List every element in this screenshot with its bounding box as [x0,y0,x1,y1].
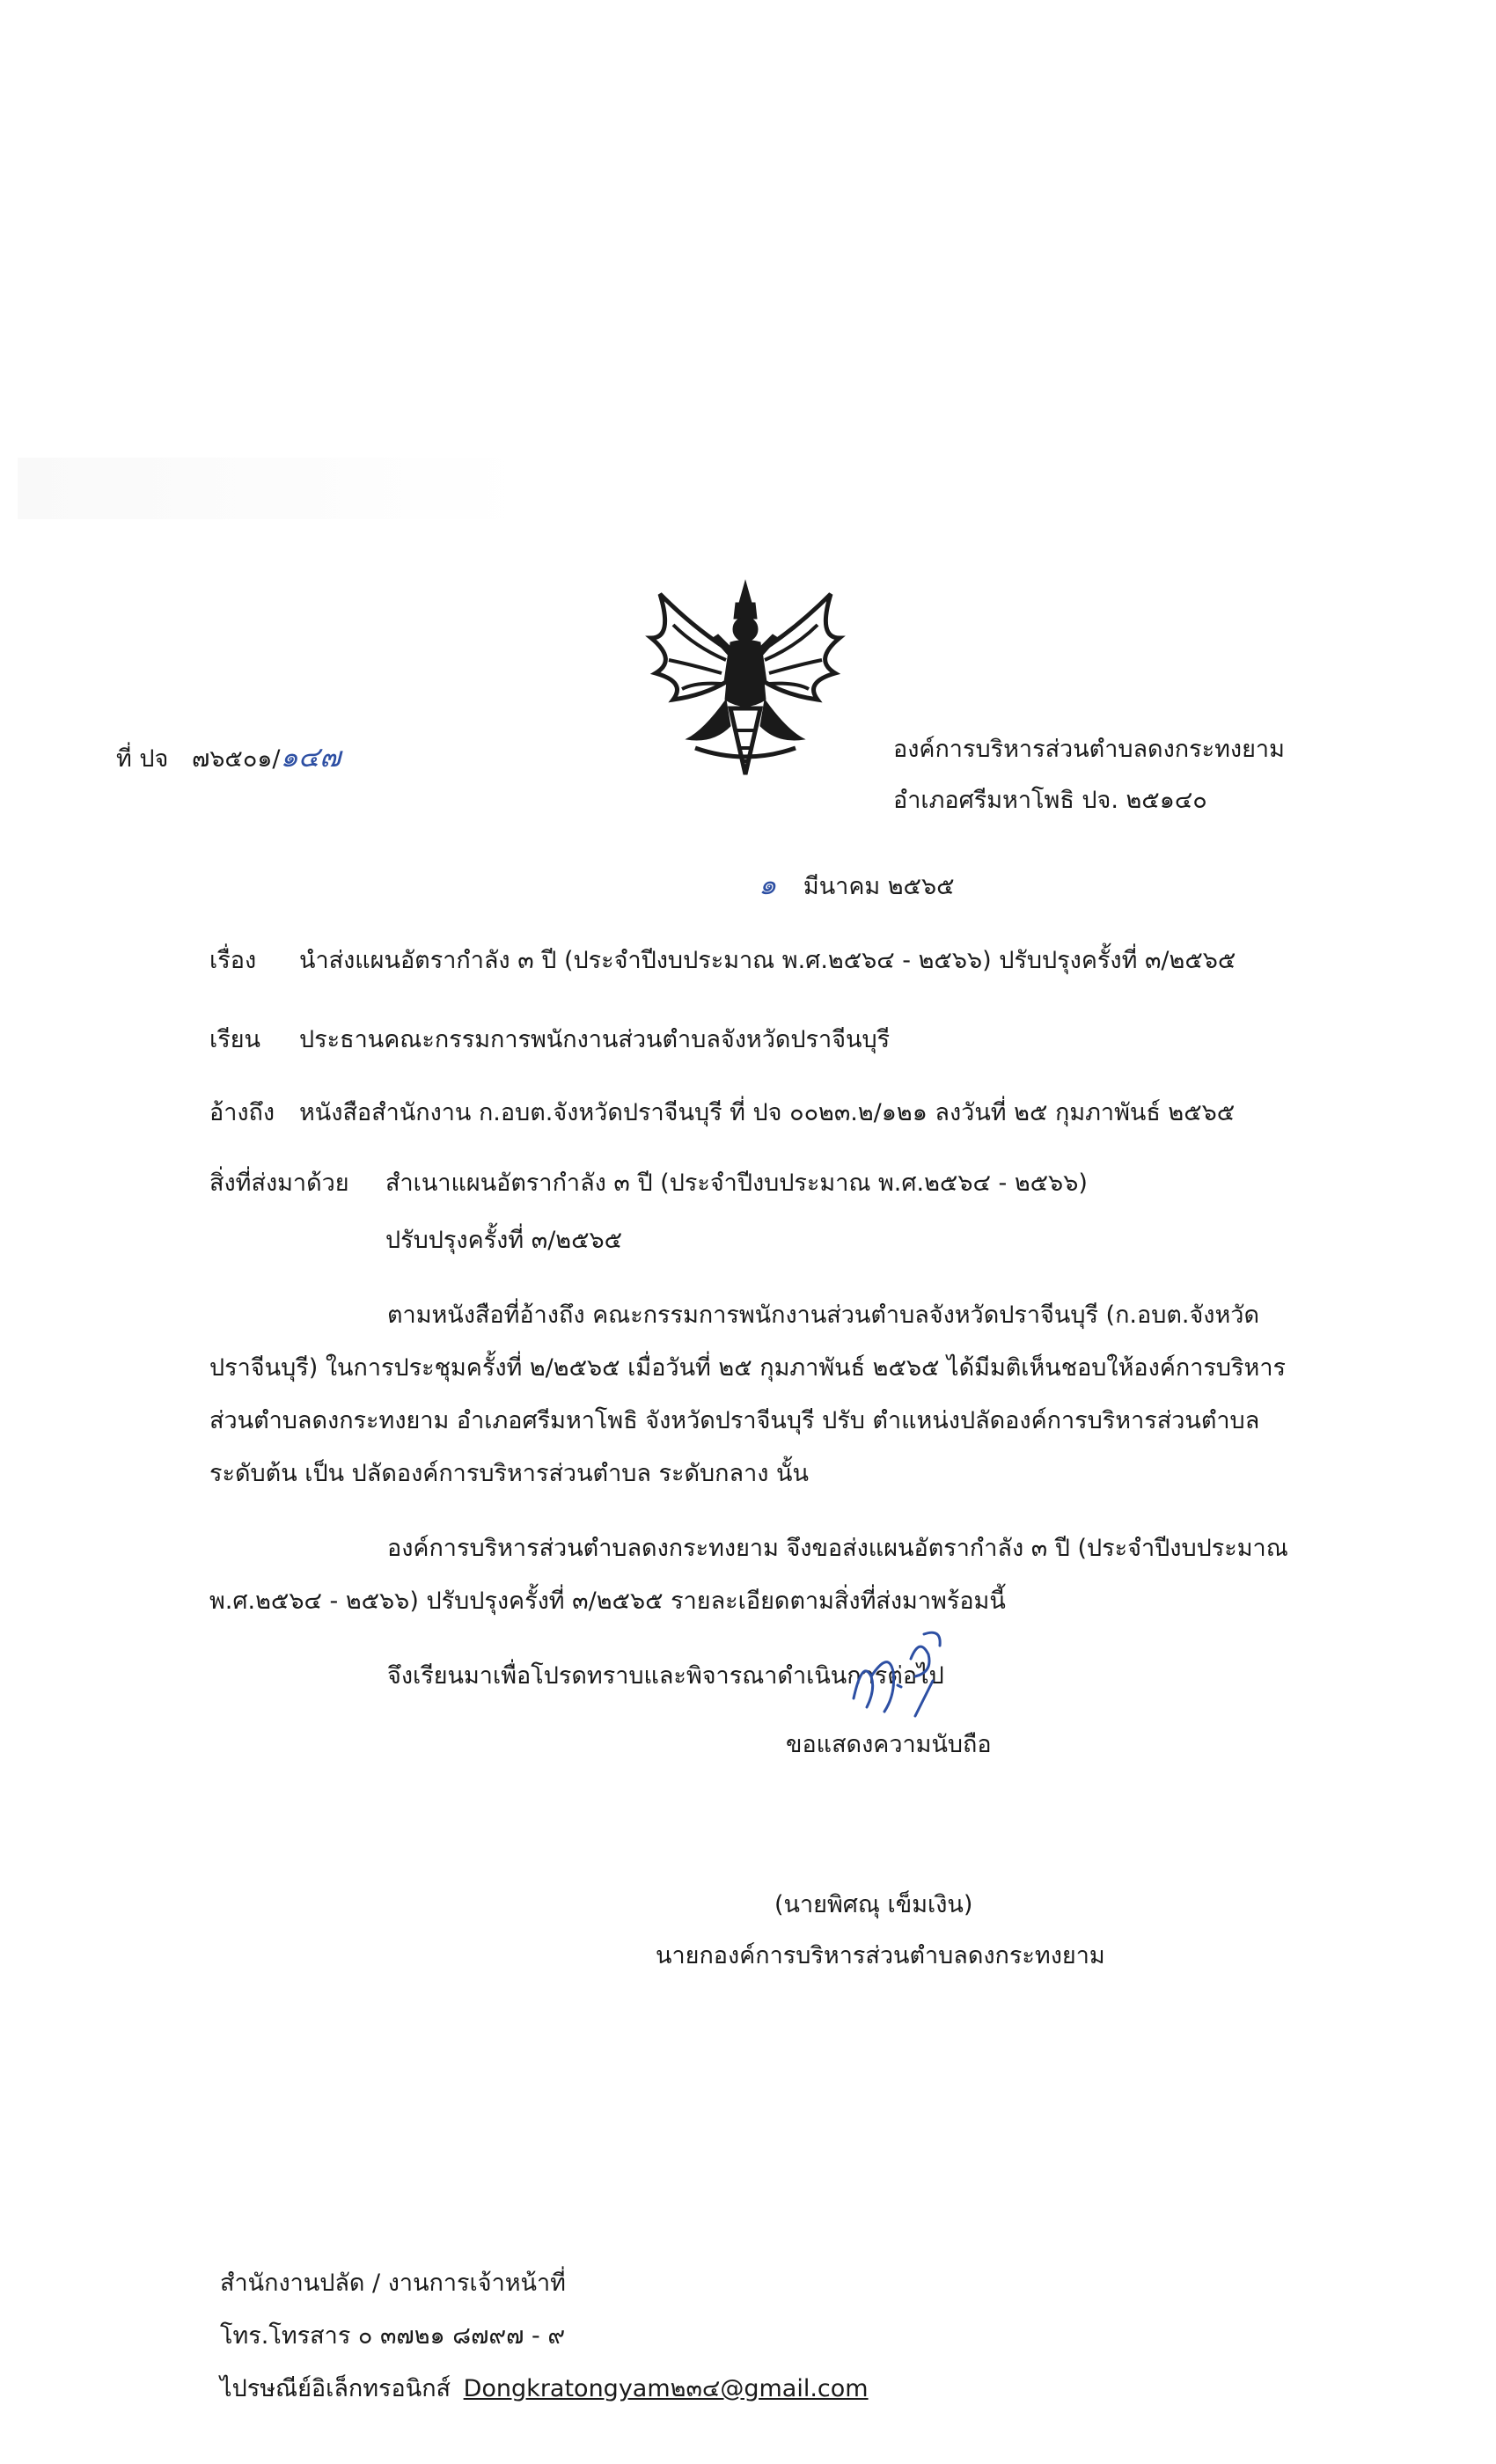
enclosure-text-line2: ปรับปรุงครั้งที่ ๓/๒๕๖๕ [385,1227,623,1254]
enclosure-line [209,1166,1088,1201]
body-paragraph-2-line-1: องค์การบริหารส่วนตำบลดงกระทงยาม จึงขอส่งแผนอัตรากำลัง ๓ ปี (ประจำปีงบประมาณ [387,1535,1288,1562]
subject-line [209,943,1236,979]
reference-line-label: อ้างถึง [209,1099,275,1126]
body-paragraph-3: จึงเรียนมาเพื่อโปรดทราบและพิจารณาดำเนินการต่อไป [387,1662,944,1690]
scan-artifact [18,458,528,519]
footer-email-line [220,2372,869,2407]
body-paragraph-1-line-2: ปราจีนบุรี) ในการประชุมครั้งที่ ๒/๒๕๖๕ เมื่อวันที่ ๒๕ กุมภาพันธ์ ๒๕๖๕ ได้มีมติเห็นชอบให้องค์การบริหาร [209,1354,1286,1382]
footer-phone: โทร.โทรสาร ๐ ๓๗๒๑ ๘๗๙๗ - ๙ [220,2322,566,2350]
closing-salutation: ขอแสดงความนับถือ [786,1731,992,1758]
body-paragraph-2-line-2: พ.ศ.๒๕๖๔ - ๒๕๖๖) ปรับปรุงครั้งที่ ๓/๒๕๖๕ รายละเอียดตามสิ่งที่ส่งมาพร้อมนี้ [209,1588,1006,1615]
signatory-position: นายกองค์การบริหารส่วนตำบลดงกระทงยาม [656,1942,1105,1969]
body-paragraph-1-line-4: ระดับต้น เป็น ปลัดองค์การบริหารส่วนตำบล ระดับกลาง นั้น [209,1460,809,1487]
body-paragraph-1-line-3: ส่วนตำบลดงกระทงยาม อำเภอศรีมหาโพธิ จังหวัดปราจีนบุรี ปรับ ตำแหน่งปลัดองค์การบริหารส่วนตำบล [209,1407,1260,1434]
footer-email-label: ไปรษณีย์อิเล็กทรอนิกส์ [220,2375,451,2402]
org-address: อำเภอศรีมหาโพธิ ปจ. ๒๕๑๔๐ [893,787,1207,814]
reference-label: ที่ ปจ [116,745,169,773]
reference-line [209,1096,1235,1131]
date-month-year: มีนาคม ๒๕๖๕ [803,873,955,900]
body-paragraph-1-line-1: ตามหนังสือที่อ้างถึง คณะกรรมการพนักงานส่วนตำบลจังหวัดปราจีนบุรี (ก.อบต.จังหวัด [387,1302,1259,1329]
letter-date [759,867,955,905]
subject-text: นำส่งแผนอัตรากำลัง ๓ ปี (ประจำปีงบประมาณ พ.ศ.๒๕๖๔ - ๒๕๖๖) ปรับปรุงครั้งที่ ๓/๒๕๖๕ [299,947,1236,974]
recipient-text: ประธานคณะกรรมการพนักงานส่วนตำบลจังหวัดปราจีนบุรี [299,1026,891,1053]
signatory-name: (นายพิศณุ เข็มเงิน) [774,1891,973,1918]
recipient-label: เรียน [209,1026,261,1053]
enclosure-text-line1: สำเนาแผนอัตรากำลัง ๓ ปี (ประจำปีงบประมาณ พ.ศ.๒๕๖๔ - ๒๕๖๖) [385,1170,1088,1197]
reference-line-text: หนังสือสำนักงาน ก.อบต.จังหวัดปราจีนบุรี ที่ ปจ ๐๐๒๓.๒/๑๒๑ ลงวันที่ ๒๕ กุมภาพันธ์ ๒๕๖๕ [299,1099,1236,1126]
footer-office: สำนักงานปลัด / งานการเจ้าหน้าที่ [220,2270,566,2297]
reference-number-handwritten: ๑๔๗ [280,740,341,774]
reference-number-printed: ๗๖๕๐๑/ [191,745,281,773]
date-day-handwritten: ๑ [759,868,777,901]
enclosure-label: สิ่งที่ส่งมาด้วย [209,1170,349,1197]
recipient-line [209,1023,890,1058]
signature-icon [845,1624,977,1720]
reference-number [116,739,341,777]
footer-email-link[interactable]: Dongkratongyam๒๓๔@gmail.com [463,2375,869,2402]
org-name: องค์การบริหารส่วนตำบลดงกระทงยาม [893,736,1285,763]
subject-label: เรื่อง [209,947,257,974]
garuda-emblem-icon [642,576,849,779]
